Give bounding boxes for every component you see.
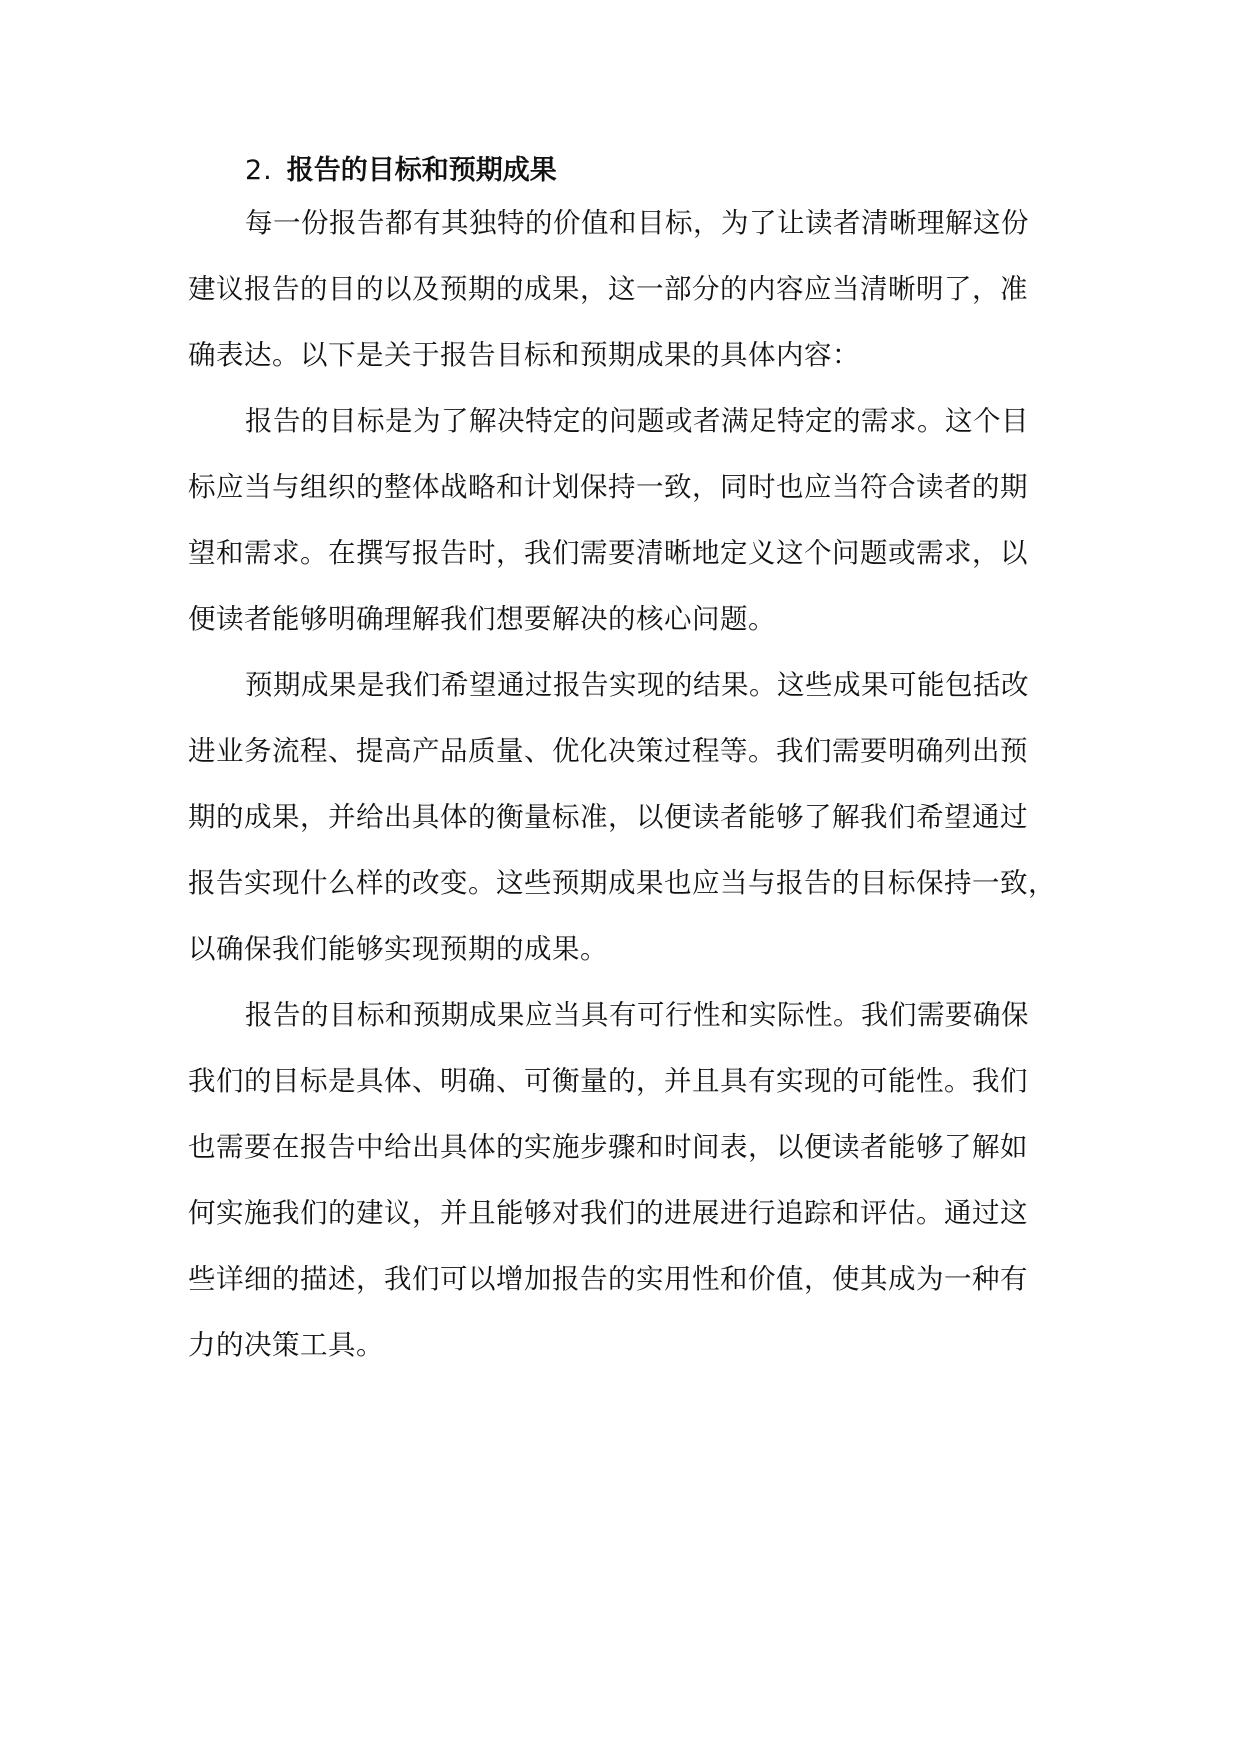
- paragraph-line: 我们的目标是具体、明确、可衡量的，并且具有实现的可能性。我们: [188, 1065, 1028, 1097]
- section-heading: [245, 151, 557, 191]
- paragraph-line: 望和需求。在撰写报告时，我们需要清晰地定义这个问题或需求，以: [188, 537, 1028, 569]
- paragraph-line: 预期成果是我们希望通过报告实现的结果。这些成果可能包括改: [245, 669, 1029, 701]
- paragraph-line: 标应当与组织的整体战略和计划保持一致，同时也应当符合读者的期: [188, 471, 1028, 503]
- section-title: 报告的目标和预期成果: [286, 155, 557, 186]
- paragraph-line: 报告实现什么样的改变。这些预期成果也应当与报告的目标保持一致，: [188, 867, 1056, 899]
- paragraph-line: 力的决策工具。: [188, 1329, 384, 1361]
- paragraph-line: 每一份报告都有其独特的价值和目标，为了让读者清晰理解这份: [245, 207, 1029, 239]
- paragraph-line: 报告的目标和预期成果应当具有可行性和实际性。我们需要确保: [245, 999, 1029, 1031]
- paragraph-line: 些详细的描述，我们可以增加报告的实用性和价值，使其成为一种有: [188, 1263, 1028, 1295]
- paragraph-line: 何实施我们的建议，并且能够对我们的进展进行追踪和评估。通过这: [188, 1197, 1028, 1229]
- paragraph-line: 进业务流程、提高产品质量、优化决策过程等。我们需要明确列出预: [188, 735, 1028, 767]
- paragraph-line: 以确保我们能够实现预期的成果。: [188, 933, 608, 965]
- paragraph-line: 也需要在报告中给出具体的实施步骤和时间表，以便读者能够了解如: [188, 1131, 1028, 1163]
- section-number: 2.: [245, 155, 273, 186]
- paragraph-line: 报告的目标是为了解决特定的问题或者满足特定的需求。这个目: [245, 405, 1029, 437]
- paragraph-line: 确表达。以下是关于报告目标和预期成果的具体内容：: [188, 339, 860, 371]
- paragraph-line: 便读者能够明确理解我们想要解决的核心问题。: [188, 603, 776, 635]
- paragraph-line: 期的成果，并给出具体的衡量标准，以便读者能够了解我们希望通过: [188, 801, 1028, 833]
- paragraph-line: 建议报告的目的以及预期的成果，这一部分的内容应当清晰明了，准: [188, 273, 1028, 305]
